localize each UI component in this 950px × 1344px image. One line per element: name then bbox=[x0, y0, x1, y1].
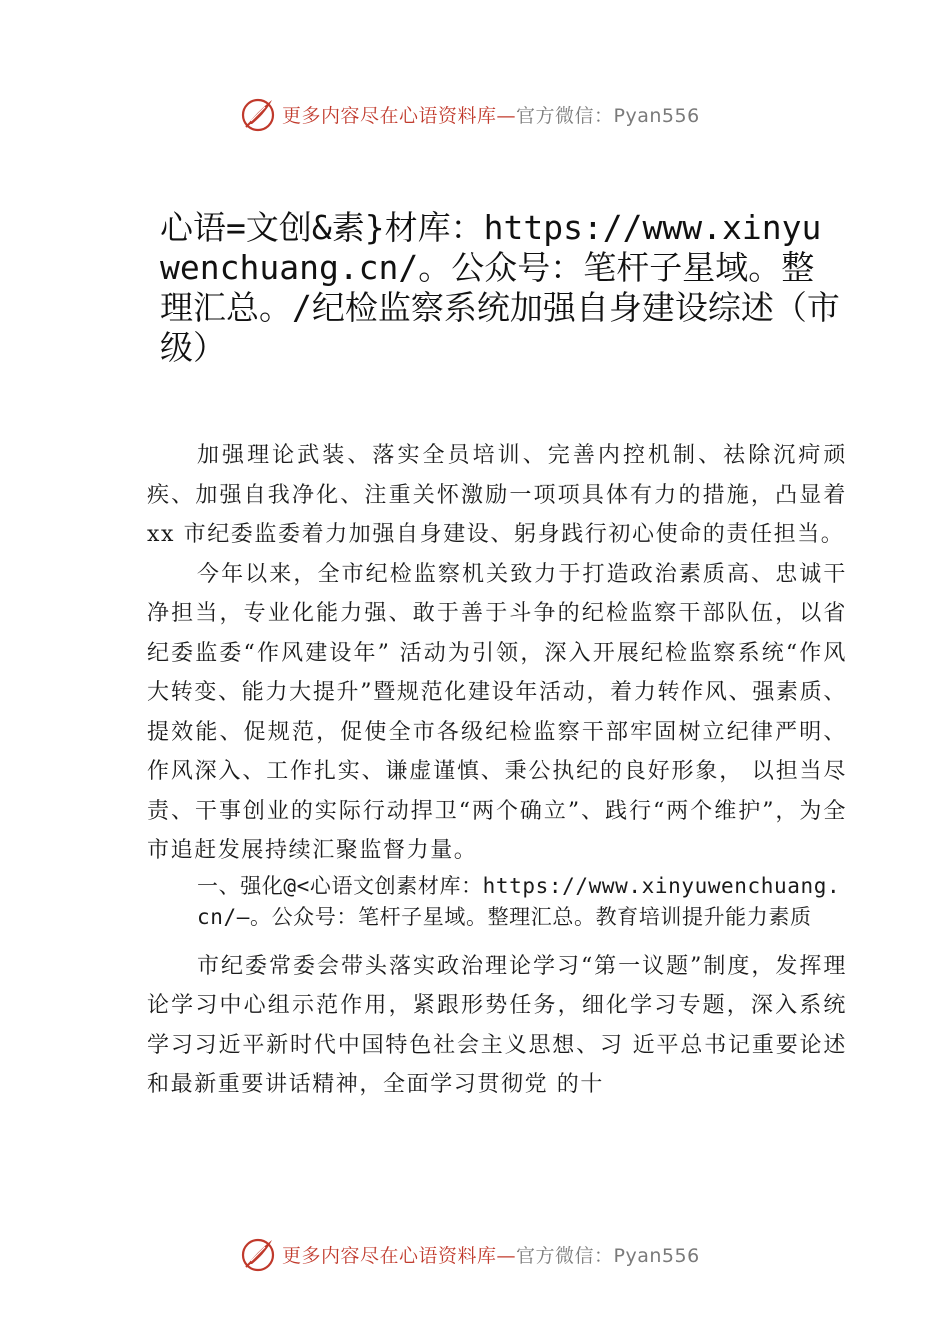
banner-wechat-label: 官方微信： bbox=[516, 1244, 614, 1267]
banner-wechat-id: Pyan556 bbox=[613, 104, 700, 127]
quill-pen-logo-icon bbox=[238, 94, 278, 134]
banner-promo-text: 更多内容尽在心语资料库 bbox=[282, 104, 497, 127]
footer-banner bbox=[238, 1232, 728, 1276]
body-paragraph-1: 加强理论武装、落实全员培训、完善内控机制、祛除沉疴顽疾、加强自我净化、注重关怀激励一项项具体有力的措施，凸显着 xx 市纪委监委着力加强自身建设、躬身践行初心使命的责任担当。 bbox=[147, 443, 847, 547]
banner-wechat-id: Pyan556 bbox=[613, 1244, 700, 1267]
banner-wechat-label: 官方微信： bbox=[516, 104, 614, 127]
section-paragraph: 市纪委常委会带头落实政治理论学习“第一议题”制度，发挥理论学习中心组示范作用，紧跟形势任务，细化学习专题，深入系统学习习近平新时代中国特色社会主义思想、习 近平总书记重要论述和最新重要讲话精神，全面学习贯彻党 的十 bbox=[147, 953, 847, 1097]
banner-separator: — bbox=[496, 104, 517, 127]
document-body bbox=[147, 436, 847, 1105]
body-paragraph-2: 今年以来，全市纪检监察机关致力于打造政治素质高、忠诚干净担当，专业化能力强、敢于善于斗争的纪检监察干部队伍，以省纪委监委“作风建设年” 活动为引领，深入开展纪检监察系统“作风大转变、能力大提升”暨规范化建设年活动，着力转作风、强素质、提效能、促规范，促使全市各级纪检监察干部牢固树立纪律严明、作风深入、工作扎实、谦虚谨慎、秉公执纪的良好形象， 以担当尽责、干事创业的实际行动捍卫“两个确立”、践行“两个维护”，为全市追赶发展持续汇聚监督力量。 bbox=[147, 561, 847, 863]
quill-pen-logo-icon bbox=[238, 1234, 278, 1274]
document-title: 心语=文创&素}材库：https://www.xinyuwenchuang.cn/。公众号：笔杆子星域。整理汇总。/纪检监察系统加强自身建设综述（市级） bbox=[160, 208, 840, 367]
header-banner bbox=[238, 92, 728, 136]
banner-separator: — bbox=[496, 1244, 517, 1267]
banner-promo-text: 更多内容尽在心语资料库 bbox=[282, 1244, 497, 1267]
section-heading: 一、强化@<心语文创素材库：https://www.xinyuwenchuang.cn/—。公众号：笔杆子星域。整理汇总。教育培训提升能力素质 bbox=[197, 873, 841, 929]
